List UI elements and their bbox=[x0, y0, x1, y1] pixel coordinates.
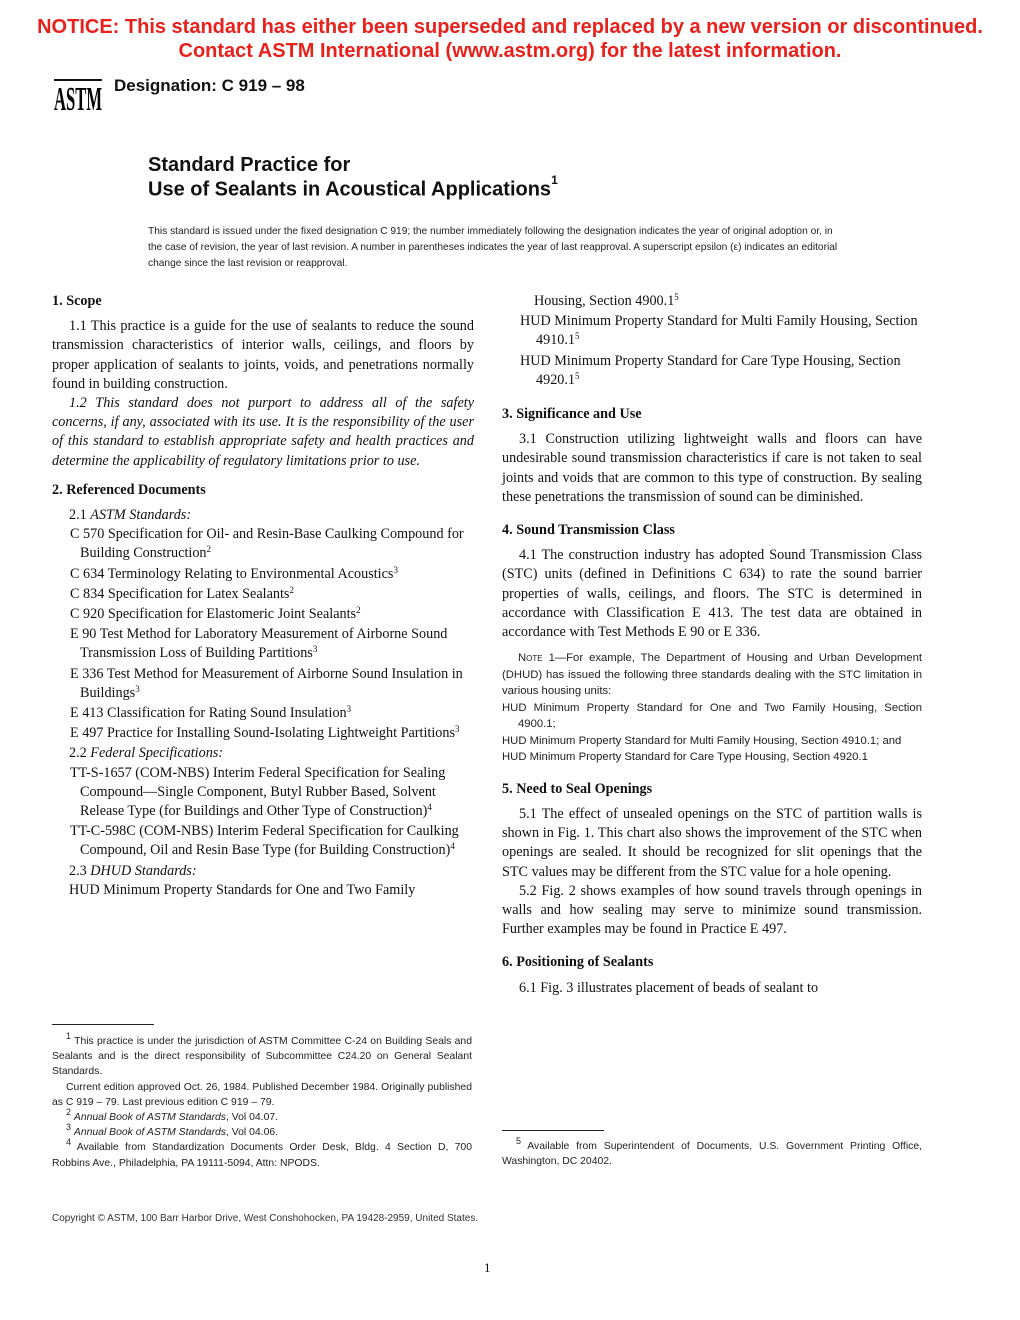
note-item: HUD Minimum Property Standard for Care Type Housing, Section 4920.1 bbox=[502, 751, 868, 764]
notice-line-2: Contact ASTM International (www.astm.org) for the latest information. bbox=[178, 40, 842, 62]
title-footnote-mark: 1 bbox=[551, 173, 558, 187]
paragraph-5-1: 5.1 The effect of unsealed openings on the STC of partition walls is shown in Fig. 1. This chart also shows the improvement of the STC when openings are sealed. It should be recognized for slit openings that the STC values may be different from the STC value for a hole opening. bbox=[502, 805, 922, 880]
paragraph-4-1: 4.1 The construction industry has adopted Sound Transmission Class (STC) units (defined in Definitions C 634) to rate the sound barrier properties of walls, ceilings, and floors. The STC is determined in accordance with Classification E 413. The test data are obtained in accordance with Test Methods E 90 or E 336. bbox=[502, 547, 922, 641]
reference-item: C 570 Specification for Oil- and Resin-Base Caulking Compound for Building Construction$^2$ bbox=[70, 526, 464, 562]
hud-reference-start: HUD Minimum Property Standards for One and Two Family bbox=[69, 881, 416, 898]
footnote-3: $^3$ Annual Book of ASTM Standards, Vol 04.06. bbox=[66, 1122, 279, 1139]
reference-item: E 497 Practice for Installing Sound-Isolating Lightweight Partitions$^3$ bbox=[70, 724, 460, 742]
subsection-dhud-standards: 2.3 DHUD Standards: bbox=[69, 862, 197, 879]
paragraph-1-2: 1.2 This standard does not purport to address all of the safety concerns, if any, associated with its use. It is the responsibility of the user of this standard to establish appropriate safety and health practices and determine the applicability of regulatory limitations prior to use. bbox=[52, 395, 474, 469]
astm-logo-icon bbox=[52, 76, 104, 116]
note-item: HUD Minimum Property Standard for Multi Family Housing, Section 4910.1; and bbox=[502, 734, 902, 747]
svg-text:ASTM: ASTM bbox=[54, 81, 102, 118]
footnote-1: $^1$ This practice is under the jurisdiction of ASTM Committee C-24 on Building Seals and Sealants and is the direct responsibility of Subcommittee C24.20 on General Sealant Standards. bbox=[52, 1031, 472, 1078]
reference-item: C 634 Terminology Relating to Environmental Acoustics$^3$ bbox=[70, 564, 398, 582]
hud-reference-1-end: Housing, Section 4900.1$^5$ bbox=[534, 292, 679, 309]
section-heading-significance: 3. Significance and Use bbox=[502, 406, 642, 423]
paragraph-3-1: 3.1 Construction utilizing lightweight walls and floors can have undesirable sound transmission characteristics if care is not taken to seal joints and voids that are common to this type of construction. By sealing these penetrations the transmission of sound can be diminished. bbox=[502, 431, 922, 505]
footnote-rule-right bbox=[502, 1130, 604, 1131]
note-item: HUD Minimum Property Standard for One and Two Family Housing, Section 4900.1; bbox=[502, 701, 922, 731]
reference-item: E 336 Test Method for Measurement of Airborne Sound Insulation in Buildings$^3$ bbox=[70, 665, 463, 701]
footnote-4: $^4$ Available from Standardization Documents Order Desk, Bldg. 4 Section D, 700 Robbins Ave., Philadelphia, PA 19111-5094, Attn: NPODS. bbox=[52, 1137, 472, 1169]
footnote-2: $^2$ Annual Book of ASTM Standards, Vol 04.07. bbox=[66, 1107, 279, 1124]
paragraph-5-2: 5.2 Fig. 2 shows examples of how sound travels through openings in walls and how sealing may serve to minimize sound transmission. Further examples may be found in Practice E 497. bbox=[502, 882, 922, 938]
left-column bbox=[52, 292, 474, 900]
copyright: Copyright © ASTM, 100 Barr Harbor Drive, West Conshohocken, PA 19428-2959, United States. bbox=[52, 1213, 479, 1224]
section-heading-scope: 1. Scope bbox=[52, 293, 102, 309]
footnote-1b: Current edition approved Oct. 26, 1984. Published December 1984. Originally published as C 919 – 79. Last previous edition C 919 – 79. bbox=[52, 1081, 472, 1108]
paragraph-1-1: 1.1 This practice is a guide for the use of sealants to reduce the sound transmission characteristics of interior walls, ceilings, and floors by proper application of sealants to joints, voids, and penetrations normally found in building construction. bbox=[52, 318, 474, 392]
section-heading-stc: 4. Sound Transmission Class bbox=[502, 522, 675, 539]
reference-item: E 413 Classification for Rating Sound Insulation$^3$ bbox=[70, 704, 352, 722]
federal-reference-list bbox=[52, 764, 474, 862]
astm-reference-list bbox=[52, 525, 474, 744]
reference-item: TT-S-1657 (COM-NBS) Interim Federal Specification for Sealing Compound—Single Component, Butyl Rubber Based, Solvent Release Type (for Buildings and Other Type of Construction)$^4$ bbox=[70, 764, 446, 820]
title-line-1: Standard Practice for bbox=[148, 154, 351, 176]
reference-item: E 90 Test Method for Laboratory Measurement of Airborne Sound Transmission Loss of Building Partitions$^3$ bbox=[70, 626, 448, 662]
section-heading-referenced-documents: 2. Referenced Documents bbox=[52, 481, 206, 498]
reference-item: C 920 Specification for Elastomeric Joint Sealants$^2$ bbox=[70, 605, 361, 623]
notice-line-1: NOTICE: This standard has either been superseded and replaced by a new version or discontinued. bbox=[37, 16, 983, 38]
hud-reference-3: HUD Minimum Property Standard for Care Type Housing, Section 4920.1$^5$ bbox=[520, 352, 901, 388]
footnotes-left bbox=[52, 1031, 472, 1171]
subsection-astm-standards: 2.1 ASTM Standards: bbox=[69, 507, 192, 524]
reference-item: C 834 Specification for Latex Sealants$^2$ bbox=[70, 584, 294, 602]
right-column bbox=[502, 292, 922, 998]
hud-reference-2: HUD Minimum Property Standard for Multi Family Housing, Section 4910.1$^5$ bbox=[520, 313, 918, 349]
subsection-federal-specifications: 2.2 Federal Specifications: bbox=[69, 745, 224, 762]
designation: Designation: C 919 – 98 bbox=[114, 76, 305, 95]
footnote-5: $^5$ Available from Superintendent of Documents, U.S. Government Printing Office, Washington, DC 20402. bbox=[502, 1136, 922, 1168]
title-line-2: Use of Sealants in Acoustical Applications$^1$ bbox=[148, 173, 558, 201]
footnote-rule-left bbox=[52, 1024, 154, 1025]
paragraph-6-1: 6.1 Fig. 3 illustrates placement of beads of sealant to bbox=[519, 979, 819, 996]
reference-item: TT-C-598C (COM-NBS) Interim Federal Specification for Caulking Compound, Oil and Resin Base Type (for Building Construction)$^4$ bbox=[70, 823, 459, 859]
page-number: 1 bbox=[484, 1260, 491, 1275]
note-1: Note 1—For example, The Department of Housing and Urban Development (DHUD) has issued the following three standards dealing with the STC limitation in various housing units: HUD Minimum Property Standard for One and Two Family Housing, Section 4900.1; HUD Minimum Property Standard for Multi Family Housing, Section 4910.1; and HUD Minimum Property Standard for Care Type Housing, Section 4920.1 bbox=[502, 650, 922, 766]
footnotes-right bbox=[502, 1136, 922, 1169]
section-heading-positioning: 6. Positioning of Sealants bbox=[502, 954, 654, 971]
issued-note: This standard is issued under the fixed designation C 919; the number immediately following the designation indicates the year of original adoption or, in the case of revision, the year of last revision. A number in parentheses indicates the year of last reapproval. A superscript epsilon (ε) indicates an editorial change since the last revision or reapproval. bbox=[148, 226, 838, 269]
section-heading-need-to-seal: 5. Need to Seal Openings bbox=[502, 780, 653, 797]
